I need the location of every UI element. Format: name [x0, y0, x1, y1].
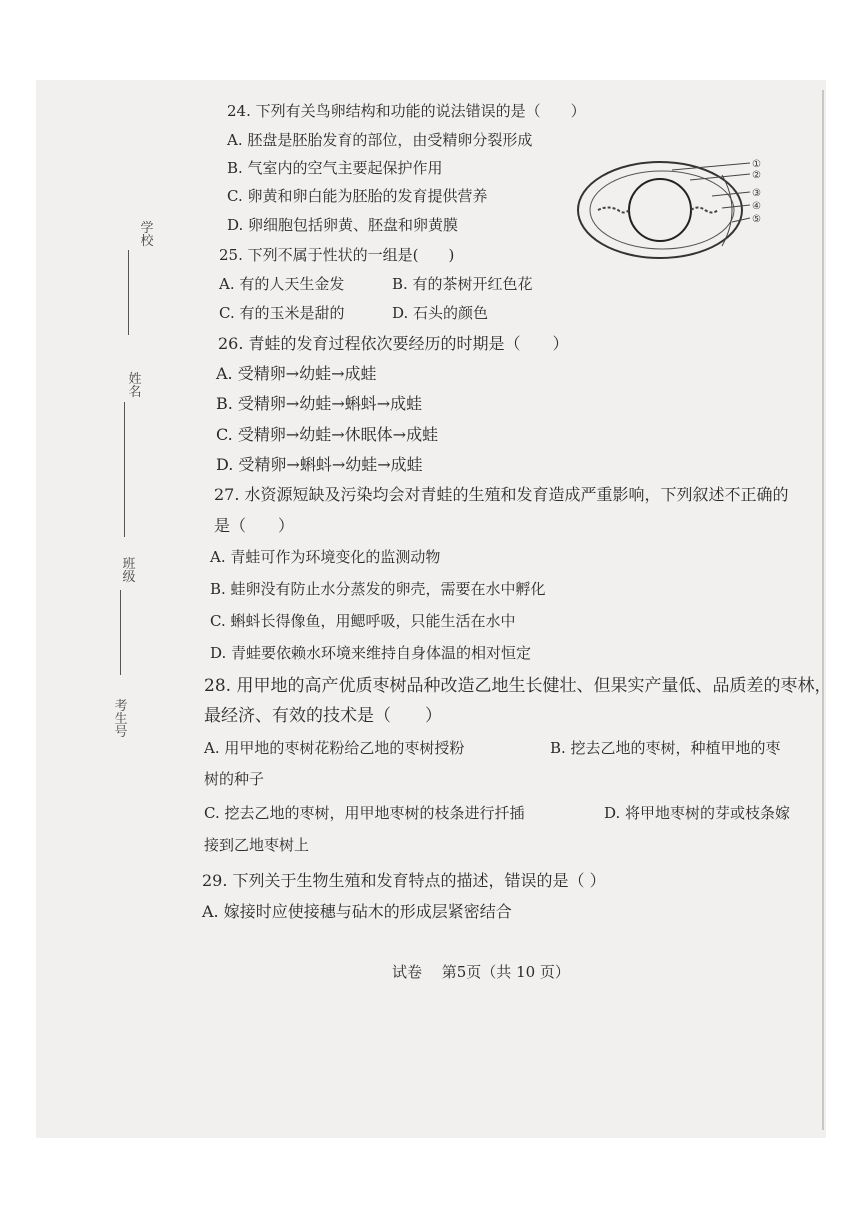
q25-option-c: C. 有的玉米是甜的 [219, 304, 345, 322]
page-footer: 试卷 第5页（共 10 页） [392, 963, 570, 981]
q24-option-d: D. 卵细胞包括卵黄、胚盘和卵黄膜 [227, 216, 459, 234]
q28-option-d-line2: 接到乙地枣树上 [204, 836, 310, 854]
q27-option-d: D. 青蛙要依赖水环境来维持自身体温的相对恒定 [210, 644, 532, 662]
chalaza-right [691, 208, 718, 213]
q28-option-b-line1: B. 挖去乙地的枣树，种植甲地的枣 [550, 739, 781, 757]
q28-option-d-line1: D. 将甲地枣树的芽或枝条嫁 [604, 804, 791, 822]
q24-stem: 24. 下列有关鸟卵结构和功能的说法错误的是（ ） [227, 102, 586, 120]
q25-option-b: B. 有的茶树开红色花 [392, 275, 533, 293]
q26-option-b: B. 受精卵→幼蛙→蝌蚪→成蛙 [216, 394, 423, 413]
q28-stem-line1: 28. 用甲地的高产优质枣树品种改造乙地生长健壮、但果实产量低、品质差的枣林， [204, 676, 832, 696]
q25-option-d: D. 石头的颜色 [392, 304, 489, 322]
diagram-label-4: ④ [752, 201, 761, 212]
sheet-edge [822, 90, 824, 1130]
side-label-exam-no: 考生号 [114, 699, 128, 740]
label-line-4 [722, 205, 750, 208]
bird-egg-diagram [572, 150, 772, 265]
side-label-name: 姓名 [128, 372, 142, 400]
label-line-3 [712, 192, 750, 196]
q29-stem: 29. 下列关于生物生殖和发育特点的描述，错误的是（ ） [202, 871, 606, 890]
q27-option-a: A. 青蛙可作为环境变化的监测动物 [210, 548, 441, 566]
side-label-class: 班级 [122, 557, 136, 585]
q24-option-a: A. 胚盘是胚胎发育的部位，由受精卵分裂形成 [227, 131, 533, 149]
q28-option-c: C. 挖去乙地的枣树，用甲地枣树的枝条进行扦插 [204, 804, 525, 822]
chalaza-left [598, 208, 629, 213]
q28-option-b-line2: 树的种子 [204, 770, 265, 788]
egg-membrane [590, 171, 734, 249]
diagram-label-3: ③ [752, 188, 761, 199]
q28-option-a: A. 用甲地的枣树花粉给乙地的枣树授粉 [204, 739, 465, 757]
diagram-label-1: ① [752, 159, 761, 170]
side-line [128, 250, 129, 335]
q27-option-c: C. 蝌蚪长得像鱼，用鳃呼吸，只能生活在水中 [210, 612, 516, 630]
q24-option-c: C. 卵黄和卵白能为胚胎的发育提供营养 [227, 187, 488, 205]
q27-stem-line1: 27. 水资源短缺及污染均会对青蛙的生殖和发育造成严重影响，下列叙述不正确的 [214, 485, 789, 504]
q27-option-b: B. 蛙卵没有防止水分蒸发的卵壳，需要在水中孵化 [210, 580, 546, 598]
egg-shell [578, 162, 742, 258]
q28-stem-line2: 最经济、有效的技术是（ ） [204, 706, 442, 726]
q26-option-d: D. 受精卵→蝌蚪→幼蛙→成蛙 [216, 455, 423, 474]
q24-option-b: B. 气室内的空气主要起保护作用 [227, 159, 443, 177]
q27-stem-line2: 是（ ） [214, 516, 295, 535]
q26-stem: 26. 青蛙的发育过程依次要经历的时期是（ ） [218, 334, 569, 353]
label-line-2 [690, 174, 750, 180]
q29-option-a: A. 嫁接时应使接穗与砧木的形成层紧密结合 [202, 902, 512, 921]
yolk [629, 179, 691, 241]
side-line [120, 590, 121, 675]
side-line [124, 402, 125, 537]
diagram-label-2: ② [752, 170, 761, 181]
q26-option-c: C. 受精卵→幼蛙→休眠体→成蛙 [216, 425, 439, 444]
q25-stem: 25. 下列不属于性状的一组是( ) [219, 246, 455, 264]
q25-option-a: A. 有的人天生金发 [219, 275, 345, 293]
side-label-school: 学校 [140, 221, 154, 249]
q26-option-a: A. 受精卵→幼蛙→成蛙 [216, 364, 377, 383]
diagram-label-5: ⑤ [752, 214, 761, 225]
